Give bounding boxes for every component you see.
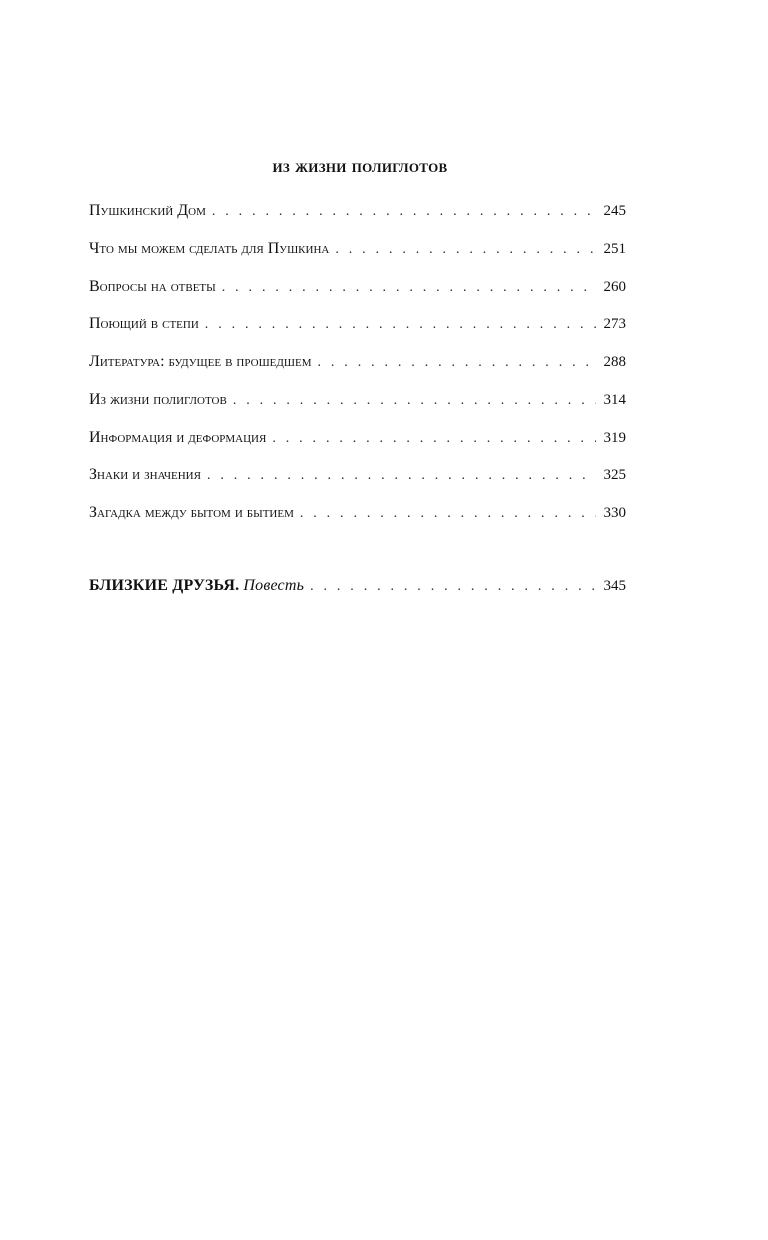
toc-entry-page: 251	[603, 240, 626, 257]
toc-entry-title: Пушкинский Дом	[89, 202, 206, 219]
toc-entry-title: Из жизни полиглотов	[89, 390, 227, 408]
toc-entry	[89, 312, 626, 350]
toc-entry	[89, 501, 626, 539]
toc-entry	[89, 199, 626, 237]
toc-entry-page: 319	[603, 429, 626, 446]
toc-entry-title: Поющий в степи	[89, 315, 199, 333]
toc-entry-page: 330	[603, 505, 626, 521]
toc-entry	[89, 388, 626, 426]
toc-entry	[89, 275, 626, 313]
toc-entry-title: Загадка между бытом и бытием	[89, 504, 294, 521]
toc-entry-page: 288	[603, 354, 626, 370]
toc-entry-page: 273	[603, 316, 626, 333]
toc-entry-page: 245	[603, 203, 626, 219]
toc-entry	[89, 574, 626, 612]
toc-entry	[89, 463, 626, 501]
toc-entry	[89, 426, 626, 464]
toc-entry-title: Вопросы на ответы	[89, 277, 216, 295]
toc-entry	[89, 237, 626, 275]
dot-leader	[318, 351, 596, 375]
dot-leader	[300, 502, 596, 526]
toc-entry-title: Информация и деформация	[89, 428, 267, 446]
dot-leader	[310, 575, 595, 599]
dot-leader	[335, 238, 595, 262]
dot-leader	[205, 313, 596, 337]
toc-entry-page: 325	[603, 467, 626, 484]
toc-entry-page: 260	[603, 278, 626, 295]
feature-entry	[89, 574, 626, 612]
dot-leader	[212, 200, 596, 224]
toc-entry	[89, 350, 626, 388]
dot-leader	[207, 464, 596, 488]
dot-leader	[233, 389, 596, 413]
toc-entry-title: Что мы можем сделать для Пушкина	[89, 239, 330, 257]
feature-entry-title	[89, 574, 304, 598]
toc-entry-title: Знаки и значения	[89, 466, 201, 484]
dot-leader	[222, 276, 596, 300]
table-of-contents	[89, 199, 626, 539]
toc-entry-title: Литература: будущее в прошедшем	[89, 353, 312, 370]
toc-entry-page: 314	[603, 391, 626, 408]
section-title: из жизни полиглотов	[272, 156, 448, 177]
feature-title: БЛИЗКИЕ ДРУЗЬЯ.	[89, 577, 240, 594]
dot-leader	[272, 427, 595, 451]
feature-subtitle: Повесть	[243, 577, 305, 594]
feature-entry-page: 345	[603, 578, 626, 594]
